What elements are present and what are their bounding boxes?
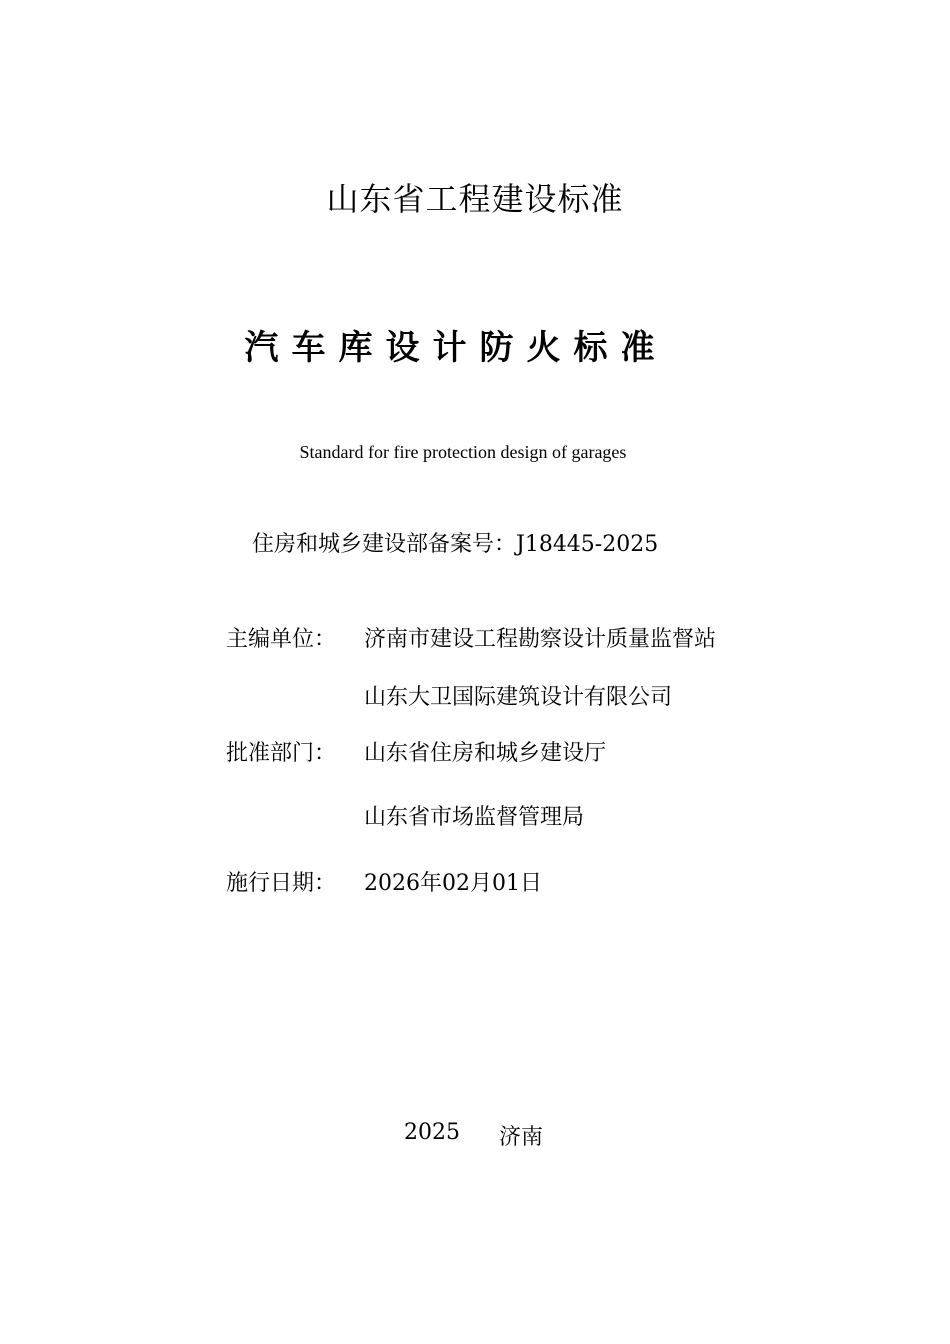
effective-date-label: 施行日期： <box>226 871 337 896</box>
chief-editor-label: 主编单位： <box>226 627 337 652</box>
approval-label: 批准部门： <box>226 741 337 766</box>
english-title: Standard for fire protection design of garages <box>299 442 627 462</box>
footer-city: 济南 <box>499 1125 544 1150</box>
chief-editor-unit-1: 济南市建设工程勘察设计质量监督站 <box>364 627 717 652</box>
approval-department-2: 山东省市场监督管理局 <box>364 805 585 830</box>
effective-date-value: 2026年02月01日 <box>364 871 542 896</box>
record-number: 住房和城乡建设部备案号：J18445-2025 <box>252 532 659 557</box>
footer-year: 2025 <box>404 1120 460 1145</box>
standard-title: 汽车库设计防火标准 <box>244 328 668 368</box>
series-title: 山东省工程建设标准 <box>326 180 624 218</box>
chief-editor-unit-2: 山东大卫国际建筑设计有限公司 <box>364 685 673 710</box>
approval-department-1: 山东省住房和城乡建设厅 <box>364 741 607 766</box>
